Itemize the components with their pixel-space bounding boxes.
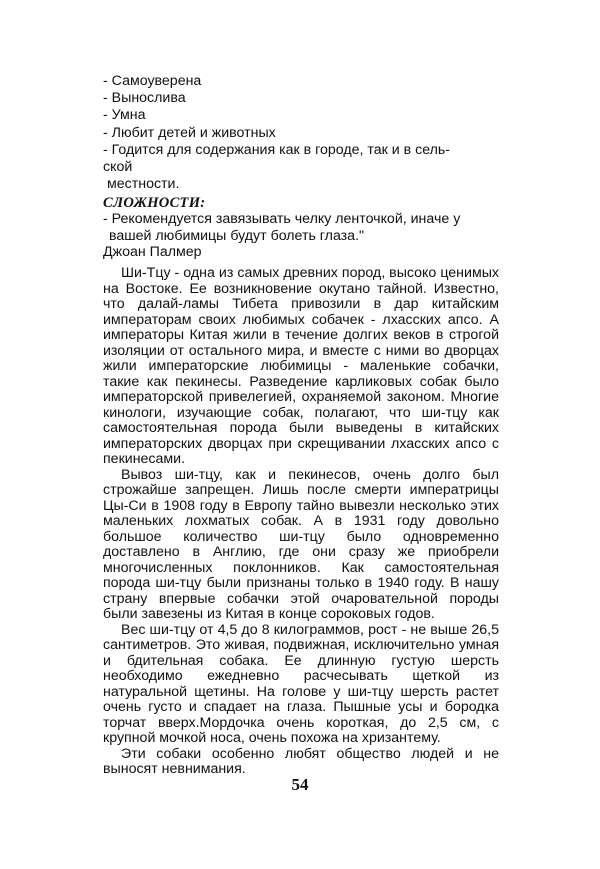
paragraph: Эти собаки особенно любят общество людей и не выносят невнимания. bbox=[103, 745, 499, 777]
article-body bbox=[103, 266, 499, 778]
complexities-line: - Рекомендуется завязывать челку ленточкой, иначе у bbox=[103, 211, 461, 227]
list-item: - Годится для содержания как в городе, так и в сель- bbox=[103, 141, 451, 158]
paragraph: Вывоз ши-тцу, как и пекинесов, очень долго был строжайше запрещен. Лишь после смерти императрицы Цы-Си в 1908 году в Европу тайно вывезли несколько этих маленьких лохматых собак. А в 1931 году довольно большое количество ши-тцу было одновременно доставлено в Англию, где они сразу же приобрели многочисленных поклонников. Как самостоятельная порода ши-тцу были признаны только в 1940 году. В нашу страну впервые собачки этой очаровательной породы были завезены из Китая в конце сороковых годов. bbox=[103, 466, 499, 622]
list-item: - Умна bbox=[103, 107, 146, 124]
complexities-text bbox=[103, 211, 503, 244]
paragraph: Ши-Тцу - одна из самых древних пород, высоко ценимых на Востоке. Ее возникновение окутано тайной. Известно, что далай-ламы Тибета привозили в дар китайским императорам своих любимых собачек - лхасских апсо. А императоры Китая жили в течение долгих веков в строгой изоляции от остального мира, и вместе с ними во дворцах жили императорские любимицы - маленькие собачки, такие как пекинесы. Разведение карликовых собак было императорской привелегией, охраняемой законом. Многие кинологи, изучающие собак, полагают, что ши-тцу как самостоятельная порода были выведены в китайских императорских дворцах при скрещивании лхасских апсо с пекинесами. bbox=[103, 265, 499, 467]
complexities-line: вашей любимицы будут болеть глаза." bbox=[109, 227, 365, 244]
paragraph: Вес ши-тцу от 4,5 до 8 килограммов, рост - не выше 26,5 сантиметров. Это живая, подвижная, исключительно умная и бдительная собака. Ее длинную густую шерсть необходимо ежедневно расчесывать щеткой из натуральной щетины. На голове у ши-тцу шерсть растет очень густо и спадает на глаза. Пышные усы и бородка торчат вверх.Мордочка очень короткая, до 2,5 см, с крупной мочкой носа, очень похожа на хризантему. bbox=[103, 621, 499, 746]
complexities-heading: СЛОЖНОСТИ: bbox=[103, 195, 206, 211]
traits-list bbox=[103, 73, 493, 193]
list-item: - Любит детей и животных bbox=[103, 124, 276, 141]
list-item: - Самоуверена bbox=[103, 73, 202, 89]
page-number: 54 bbox=[291, 775, 309, 794]
list-item-continuation: местности. bbox=[107, 176, 180, 193]
list-item-continuation: ской bbox=[103, 159, 133, 176]
quote-author: Джоан Палмер bbox=[103, 244, 202, 260]
list-item: - Вынослива bbox=[103, 90, 186, 107]
